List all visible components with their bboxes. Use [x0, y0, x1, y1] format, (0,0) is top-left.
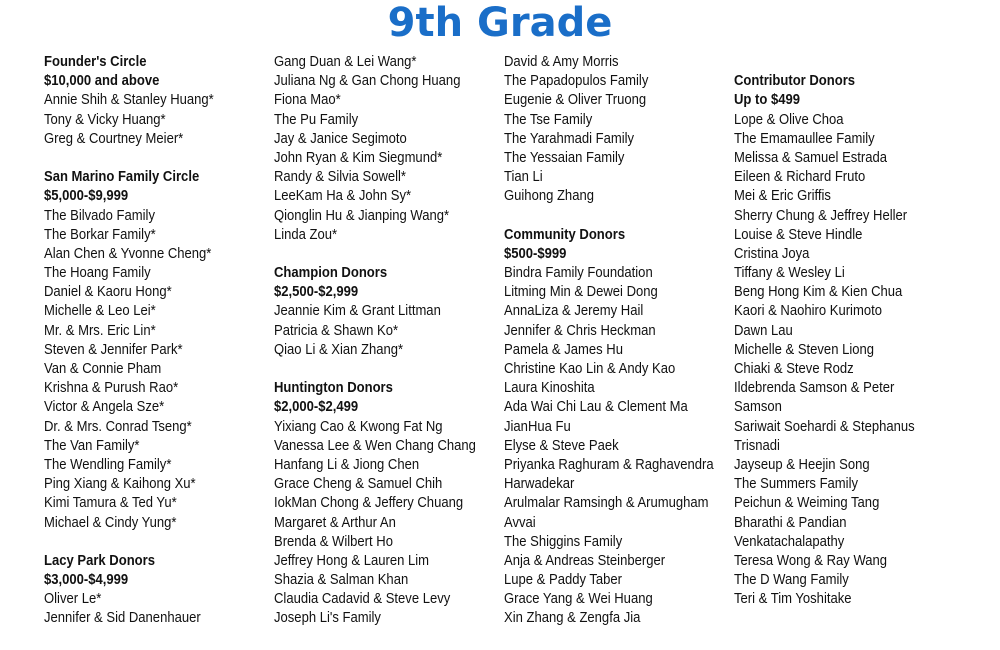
section-heading: San Marino Family Circle: [44, 169, 200, 186]
section-heading: Contributor Donors: [734, 73, 856, 90]
donor-name: Gang Duan & Lei Wang*: [274, 54, 417, 70]
donor-name: AnnaLiza & Jeremy Hail: [504, 303, 644, 320]
donor-name: The Tse Family: [504, 111, 593, 128]
donor-name: Van & Connie Pham: [44, 361, 162, 377]
donor-name: Trisnadi: [734, 437, 780, 454]
donor-name: Sherry Chung & Jeffrey Heller: [734, 207, 908, 224]
donor-name: Bharathi & Pandian: [734, 514, 847, 531]
donor-name: The D Wang Family: [734, 572, 849, 589]
section-gap: [44, 149, 249, 168]
donor-name: Mei & Eric Griffis: [734, 188, 831, 205]
donor-name: Harwadekar: [504, 476, 575, 493]
donor-name: Lupe & Paddy Taber: [504, 572, 623, 589]
donor-name: Venkatachalapathy: [734, 533, 845, 550]
section-gap: [504, 207, 709, 226]
section-range: Up to $499: [734, 92, 801, 109]
donor-name: Ping Xiang & Kaihong Xu*: [44, 476, 196, 493]
donor-name: Brenda & Wilbert Ho: [274, 533, 393, 550]
donor-name: David & Amy Morris: [504, 54, 619, 70]
donor-column-4: [734, 53, 939, 609]
donor-name: The Summers Family: [734, 476, 859, 493]
donor-name: Eileen & Richard Fruto: [734, 169, 866, 186]
donor-name: Yixiang Cao & Kwong Fat Ng: [274, 418, 443, 435]
donor-name: Lope & Olive Choa: [734, 111, 844, 128]
donor-name: Randy & Silvia Sowell*: [274, 169, 407, 186]
donor-name: Krishna & Purush Rao*: [44, 380, 179, 397]
section-heading: Founder's Circle: [44, 54, 147, 70]
donor-name: Michael & Cindy Yung*: [44, 514, 177, 531]
donor-name: Teri & Tim Yoshitake: [734, 591, 852, 608]
donor-name: Jeannie Kim & Grant Littman: [274, 303, 441, 320]
donor-name: Jayseup & Heejin Song: [734, 456, 870, 473]
donor-name: Louise & Steve Hindle: [734, 226, 863, 243]
donor-name: Juliana Ng & Gan Chong Huang: [274, 73, 461, 90]
section-heading: Lacy Park Donors: [44, 552, 155, 569]
donor-name: Margaret & Arthur An: [274, 514, 396, 531]
donor-name: Cristina Joya: [734, 245, 810, 262]
donor-name: Dr. & Mrs. Conrad Tseng*: [44, 418, 192, 435]
donor-name: The Yarahmadi Family: [504, 130, 635, 147]
donor-name: Victor & Angela Sze*: [44, 399, 165, 416]
donor-name: Teresa Wong & Ray Wang: [734, 552, 888, 569]
donor-name: LeeKam Ha & John Sy*: [274, 188, 412, 205]
section-range: $5,000-$9,999: [44, 188, 129, 205]
section-range: $10,000 and above: [44, 73, 160, 90]
donor-name: Linda Zou*: [274, 226, 338, 243]
donor-name: The Pu Family: [274, 111, 359, 128]
section-gap: [44, 533, 249, 552]
donor-name: The Yessaian Family: [504, 149, 625, 166]
donor-name: Eugenie & Oliver Truong: [504, 92, 647, 109]
donor-name: Annie Shih & Stanley Huang*: [44, 92, 214, 109]
donor-name: Christine Kao Lin & Andy Kao: [504, 361, 676, 377]
donor-name: Kaori & Naohiro Kurimoto: [734, 303, 882, 320]
donor-name: Xin Zhang & Zengfa Jia: [504, 610, 641, 627]
donor-name: Greg & Courtney Meier*: [44, 130, 184, 147]
donor-name: Daniel & Kaoru Hong*: [44, 284, 172, 301]
donor-name: Sariwait Soehardi & Stephanus: [734, 418, 915, 435]
donor-name: Grace Cheng & Samuel Chih: [274, 476, 443, 493]
donor-name: Ada Wai Chi Lau & Clement Ma: [504, 399, 688, 416]
donor-name: The Papadopulos Family: [504, 73, 649, 90]
donor-name: Jennifer & Chris Heckman: [504, 322, 656, 339]
donor-name: Alan Chen & Yvonne Cheng*: [44, 245, 212, 262]
donor-name: Ildebrenda Samson & Peter: [734, 380, 895, 397]
section-heading: Community Donors: [504, 226, 626, 243]
donor-name: Laura Kinoshita: [504, 380, 595, 397]
donor-name: John Ryan & Kim Siegmund*: [274, 149, 443, 166]
page-title: 9th Grade: [387, 0, 613, 46]
donor-name: Jeffrey Hong & Lauren Lim: [274, 552, 429, 569]
donor-name: Kimi Tamura & Ted Yu*: [44, 495, 177, 512]
donor-name: The Van Family*: [44, 437, 140, 454]
donor-name: Chiaki & Steve Rodz: [734, 361, 854, 377]
donor-name: Jennifer & Sid Danenhauer: [44, 610, 201, 627]
donor-name: Claudia Cadavid & Steve Levy: [274, 591, 451, 608]
section-range: $2,500-$2,999: [274, 284, 359, 301]
section-heading: Champion Donors: [274, 265, 388, 282]
section-range: $2,000-$2,499: [274, 399, 359, 416]
section-gap: [274, 245, 479, 264]
donor-name: Jay & Janice Segimoto: [274, 130, 407, 147]
donor-name: The Emamaullee Family: [734, 130, 875, 147]
section-heading: Huntington Donors: [274, 380, 393, 397]
donor-name: Elyse & Steve Paek: [504, 437, 619, 454]
donor-name: Michelle & Steven Liong: [734, 341, 875, 358]
donor-name: Beng Hong Kim & Kien Chua: [734, 284, 903, 301]
donor-name: Peichun & Weiming Tang: [734, 495, 880, 512]
donor-name: Anja & Andreas Steinberger: [504, 552, 666, 569]
donor-name: Arulmalar Ramsingh & Arumugham: [504, 495, 709, 512]
donor-name: The Borkar Family*: [44, 226, 156, 243]
donor-name: Tony & Vicky Huang*: [44, 111, 166, 128]
donor-name: Tian Li: [504, 169, 543, 186]
donor-name: Samson: [734, 399, 782, 416]
section-gap: [734, 53, 939, 72]
donor-name: Michelle & Leo Lei*: [44, 303, 156, 320]
donor-name: Mr. & Mrs. Eric Lin*: [44, 322, 156, 339]
donor-name: JianHua Fu: [504, 418, 571, 435]
donor-name: IokMan Chong & Jeffery Chuang: [274, 495, 464, 512]
donor-name: Bindra Family Foundation: [504, 265, 653, 282]
donor-name: Litming Min & Dewei Dong: [504, 284, 658, 301]
donor-name: Fiona Mao*: [274, 92, 341, 109]
donor-name: Patricia & Shawn Ko*: [274, 322, 399, 339]
donor-name: Tiffany & Wesley Li: [734, 265, 845, 282]
donor-column-1: [44, 53, 249, 629]
donor-column-3: [504, 53, 714, 629]
donor-name: Pamela & James Hu: [504, 341, 623, 358]
donor-name: Priyanka Raghuram & Raghavendra: [504, 456, 714, 473]
donor-name: Guihong Zhang: [504, 188, 594, 205]
section-gap: [274, 360, 479, 379]
donor-name: Melissa & Samuel Estrada: [734, 149, 888, 166]
donor-name: Joseph Li's Family: [274, 610, 381, 627]
donor-name: Grace Yang & Wei Huang: [504, 591, 653, 608]
donor-name: Vanessa Lee & Wen Chang Chang: [274, 437, 476, 454]
donor-name: Qiao Li & Xian Zhang*: [274, 341, 404, 358]
donor-name: Oliver Le*: [44, 591, 102, 608]
donor-name: The Shiggins Family: [504, 533, 623, 550]
donor-name: Steven & Jennifer Park*: [44, 341, 183, 358]
donor-name: Avvai: [504, 514, 536, 531]
section-range: $3,000-$4,999: [44, 572, 129, 589]
donor-name: The Bilvado Family: [44, 207, 155, 224]
donor-name: Qionglin Hu & Jianping Wang*: [274, 207, 450, 224]
donor-name: The Hoang Family: [44, 265, 151, 282]
donor-name: The Wendling Family*: [44, 456, 172, 473]
donor-name: Hanfang Li & Jiong Chen: [274, 456, 420, 473]
donor-column-2: [274, 53, 479, 629]
donor-name: Shazia & Salman Khan: [274, 572, 409, 589]
section-range: $500-$999: [504, 245, 567, 262]
donor-name: Dawn Lau: [734, 322, 793, 339]
